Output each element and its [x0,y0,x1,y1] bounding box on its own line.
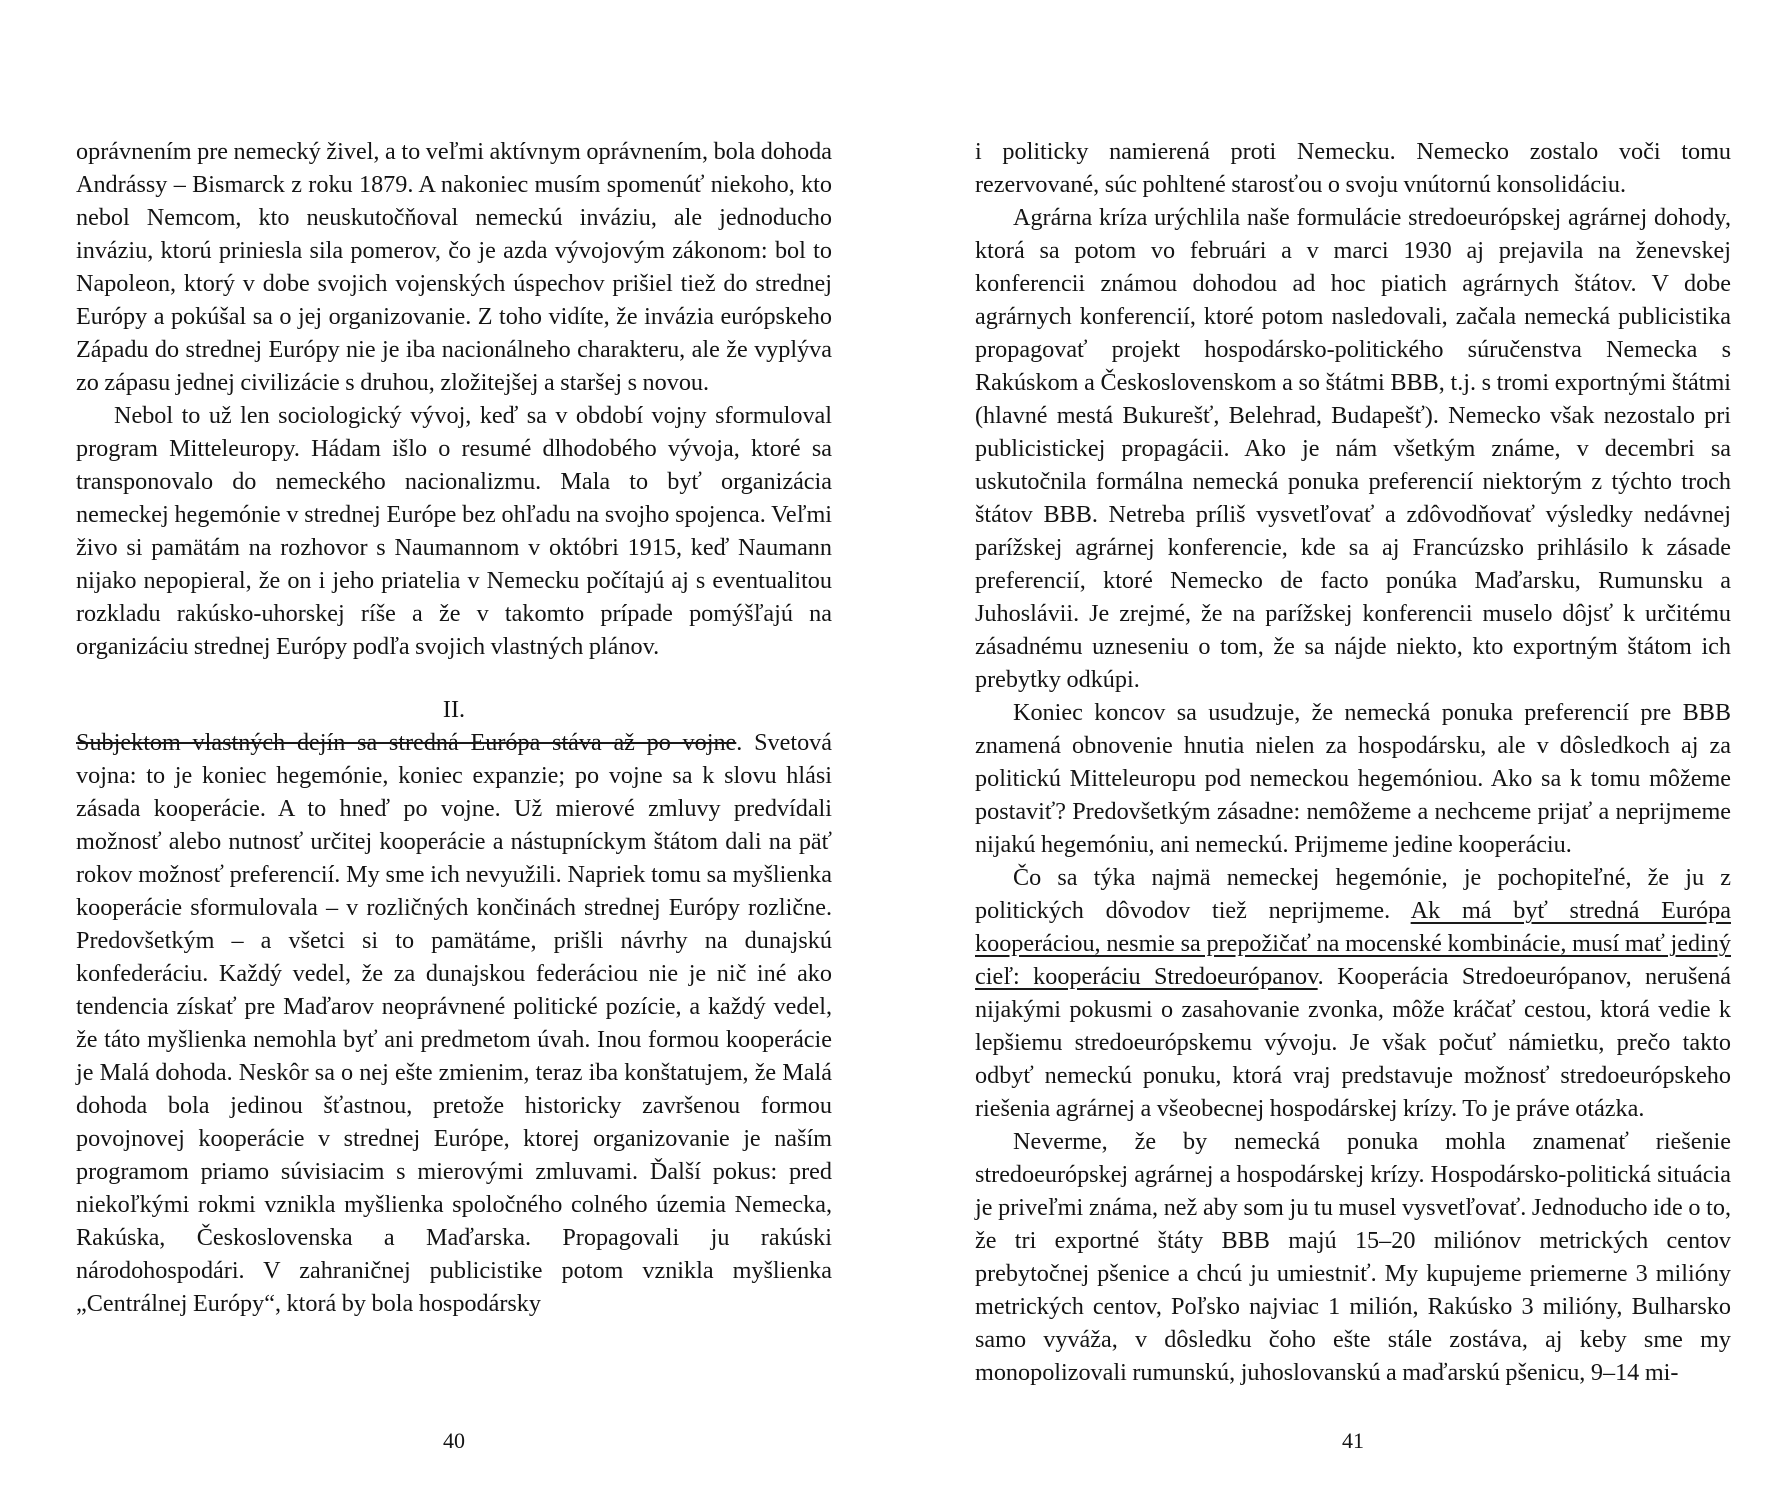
underlined-text: Ak má byť stredná Európa kooperáciou, nesmie sa prepožičať na mocenské kombinácie, musí mať jediný cieľ: kooperáciu Stredoeurópanov [975,897,1731,990]
left-paragraph-3 [76,726,832,1320]
right-page [975,0,1735,1500]
struck-through-text: Subjektom vlastných dejín sa stredná Európa stáva až po vojne [76,729,737,756]
page-number-right: 41 [1342,1428,1364,1453]
right-paragraph-3: Koniec koncov sa usudzuje, že nemecká ponuka preferencií pre BBB znamená obnovenie hnutia nielen za hospodársku, ale v dôsledkoch aj za politickú Mitteleuropu pod nemeckou hegemóniou. Ako sa k tomu môžeme postaviť? Predovšetkým zásadne: nemôžeme a nechceme prijať a neprijmeme nijakú hegemóniu, ani nemeckú. Prijmeme jedine kooperáciu. [975,699,1731,858]
right-paragraph-4-text-start: Čo sa týka najmä nemeckej hegemónie, je pochopiteľné, že ju z politických dôvodov tiež neprijmeme. [975,864,1731,924]
section-heading: II. [442,696,466,723]
page-number-left: 40 [443,1428,465,1453]
right-paragraph-1: i politicky namierená proti Nemecku. Nemecko zostalo voči tomu rezervované, súc pohltené starosťou o svoju vnútornú konsolidáciu. [975,138,1731,198]
right-paragraph-4 [975,861,1731,1125]
right-paragraph-4-text-end: . Kooperácia Stredoeurópanov, nerušená nijakými pokusmi o zasahovanie zvonka, môže kráčať cestou, ktorá vedie k lepšiemu stredoeurópskemu vývoju. Je však počuť námietku, prečo takto odbyť nemeckú ponuku, ktorá vraj predstavuje možnosť stredoeurópskeho riešenia agrárnej a všeobecnej hospodárskej krízy. To je práve otázka. [975,963,1731,1122]
right-paragraph-5: Neverme, že by nemecká ponuka mohla znamenať riešenie stredoeurópskej agrárnej a hospodárskej krízy. Hospodársko-politická situácia je priveľmi známa, než aby som ju tu musel vysvetľovať. Jednoducho ide o to, že tri exportné štáty BBB majú 15–20 miliónov metrických centov prebytočnej pšenice a chcú ju umiestniť. My kupujeme priemerne 3 milióny metrických centov, Poľsko najviac 1 milión, Rakúsko 3 milióny, Bulharsko samo vyváža, v dôsledku čoho ešte stále zostáva, aj keby sme my monopolizovali rumunskú, juhoslovanskú a maďarskú pšenicu, 9–14 mi- [975,1128,1731,1386]
left-paragraph-2: Nebol to už len sociologický vývoj, keď sa v období vojny sformuloval program Mitteleuropy. Hádam išlo o resumé dlhodobého vývoja, ktoré sa transponovalo do nemeckého nacionalizmu. Mala to byť organizácia nemeckej hegemónie v strednej Európe bez ohľadu na svojho spojenca. Veľmi živo si pamätám na rozhovor s Naumannom v októbri 1915, keď Naumann nijako nepopieral, že on i jeho priatelia v Nemecku počítajú aj s eventualitou rozkladu rakúsko-uhorskej ríše a že v takomto prípade pomýšľajú na organizáciu strednej Európy podľa svojich vlastných plánov. [76,402,832,660]
left-paragraph-3-text: . Svetová vojna: to je koniec hegemónie, koniec expanzie; po vojne sa k slovu hlási zásada kooperácie. A to hneď po vojne. Už mierové zmluvy predvídali možnosť alebo nutnosť určitej kooperácie a nástupníckym štátom dali na päť rokov možnosť preferencií. My sme ich nevyužili. Napriek tomu sa myšlienka kooperácie sformulovala – v rozličných končinách strednej Európy rozlične. Predovšetkým – a všetci si to pamätáme, prišli návrhy na dunajskú konfederáciu. Každý vedel, že za dunajskou federáciou nie je nič iné ako tendencia získať pre Maďarov neoprávnené politické pozície, a každý vedel, že táto myšlienka nemohla byť ani predmetom úvah. Inou formou kooperácie je Malá dohoda. Neskôr sa o nej ešte zmienim, teraz iba konštatujem, že Malá dohoda bola jedinou šťastnou, pretože historicky završenou formou povojnovej kooperácie v strednej Európe, ktorej organizovanie je naším programom priamo súvisiacim s mierovými zmluvami. Ďalší pokus: pred niekoľkými rokmi vznikla myšlienka spoločného colného územia Nemecka, Rakúska, Československa a Maďarska. Propagovali ju rakúski národohospodári. V zahraničnej publicistike potom vznikla myšlienka „Centrálnej Európy“, ktorá by bola hospodársky [76,729,832,1317]
right-paragraph-2: Agrárna kríza urýchlila naše formulácie stredoeurópskej agrárnej dohody, ktorá sa potom vo februári a v marci 1930 aj prejavila na ženevskej konferencii známou dohodou ad hoc piatich agrárnych štátov. V dobe agrárnych konferencií, ktoré potom nasledovali, začala nemecká publicistika propagovať projekt hospodársko-politického súručenstva Nemecka s Rakúskom a Československom a so štátmi BBB, t.j. s tromi exportnými štátmi (hlavné mestá Bukurešť, Belehrad, Budapešť). Nemecko však nezostalo pri publicistickej propagácii. Ako je nám všetkým známe, v decembri sa uskutočnila formálna nemecká ponuka preferencií niektorým z týchto troch štátov BBB. Netreba príliš vysvetľovať a zdôvodňovať výsledky nedávnej parížskej agrárnej konferencie, kde sa aj Francúzsko prihlásilo k zásade preferencií, ktoré Nemecko de facto ponúka Maďarsku, Rumunsku a Juhoslávii. Je zrejmé, že na parížskej konferencii muselo dôjsť k určitému zásadnému uzneseniu o tom, že sa nájde niekto, kto exportným štátom ich prebytky odkúpi. [975,204,1731,693]
right-page-text [975,135,1731,1389]
left-page-text [76,135,832,1320]
left-paragraph-1: oprávnením pre nemecký živel, a to veľmi aktívnym oprávnením, bola dohoda Andrássy – Bismarck z roku 1879. A nakoniec musím spomenúť niekoho, kto nebol Nemcom, kto neuskutočňoval nemeckú inváziu, ale jednoducho inváziu, ktorú priniesla sila pomerov, čo je azda vývojovým zákonom: bol to Napoleon, ktorý v dobe svojich vojenských úspechov prišiel tiež do strednej Európy a pokúšal sa o jej organizovanie. Z toho vidíte, že invázia európskeho Západu do strednej Európy nie je iba nacionálneho charakteru, ale že vyplýva zo zápasu jednej civilizácie s druhou, zložitejšej a staršej s novou. [76,138,832,396]
left-page [76,0,836,1500]
